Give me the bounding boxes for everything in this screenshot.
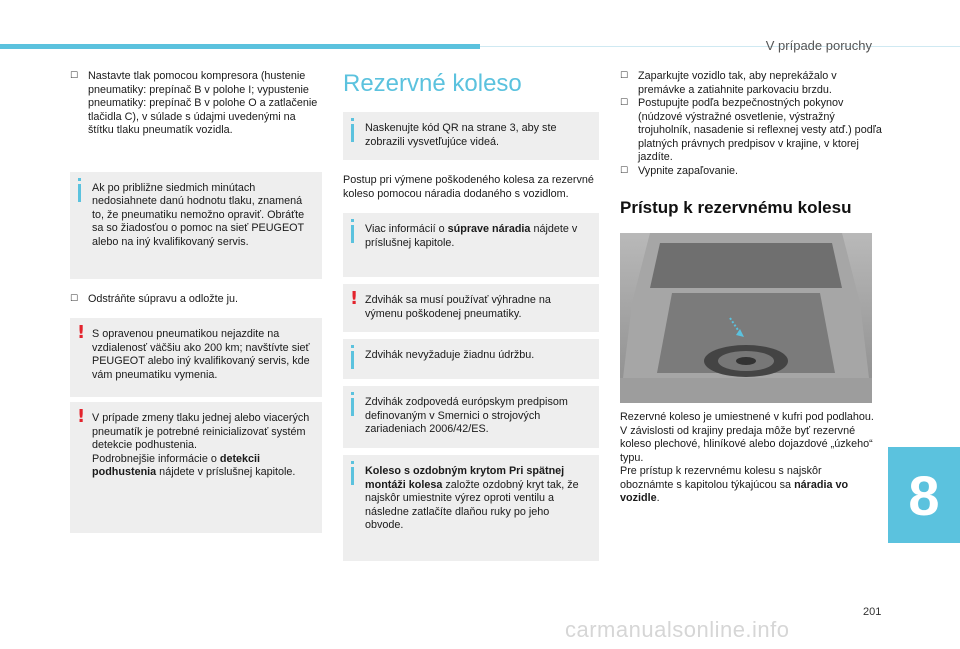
- section-title: V prípade poruchy: [765, 38, 872, 53]
- warning-text: S opravenou pneumatikou nejazdite na vzdialenosť väčšiu ako 200 km; navštívte sieť PEUGEOT alebo iný kvalifikovaný servis, kde vám pneumatiku vymenia.: [92, 328, 310, 381]
- trunk-spare-wheel-photo: [620, 233, 872, 403]
- warning-text: Zdvihák sa musí používať výhradne na výmenu poškodenej pneumatiky.: [365, 294, 551, 320]
- warning-text: V prípade zmeny tlaku jednej alebo viacerých pneumatík je potrebné reinicializovať systém detekcie podhustenia.: [92, 412, 310, 451]
- info-box-kit: [343, 213, 599, 277]
- caption-line-2: V závislosti od krajiny predaja môže byť rezervné koleso plechové, hliníkové alebo dojazdové „úzkeho“ typu.: [620, 424, 873, 464]
- trunk-illustration: [620, 233, 872, 403]
- header-accent-bar: [0, 44, 480, 49]
- section-heading: Rezervné koleso: [343, 70, 522, 97]
- info-text: Zdvihák zodpovedá európskym predpisom definovaným v Smernici o strojových zariadeniach 2006/42/ES.: [365, 396, 568, 435]
- info-box-maintenance: [343, 339, 599, 379]
- info-box-qr: [343, 112, 599, 160]
- info-icon: [351, 467, 358, 485]
- step-safety: ☐ Postupujte podľa bezpečnostných pokynov (núdzové výstražné osvetlenie, výstražný trojuholník, nasadenie si reflexnej vesty atď.) podľa platných právnych predpisov v krajine, v ktorej jazdíte.: [620, 97, 882, 165]
- info-box-pressure: [70, 172, 322, 279]
- step-park: ☐ Zaparkujte vozidlo tak, aby neprekážalo v premávke a zatiahnite parkovaciu brzdu.: [620, 70, 882, 97]
- info-icon: [351, 225, 358, 243]
- page-number: 201: [863, 606, 882, 618]
- caption-line-1: Rezervné koleso je umiestnené v kufri pod podlahou.: [620, 411, 874, 423]
- step-remove-kit: ☐ Odstráňte súpravu a odložte ju.: [70, 293, 322, 307]
- column-left: [70, 70, 322, 533]
- watermark: carmanualsonline.info: [565, 617, 790, 642]
- info-text: Viac informácií o súprave náradia nájdete v príslušnej kapitole.: [365, 223, 578, 249]
- info-icon: [351, 351, 358, 369]
- warning-icon: !: [350, 288, 359, 309]
- column-right: [620, 70, 882, 218]
- info-box-directive: [343, 386, 599, 448]
- info-icon: [78, 184, 85, 202]
- info-icon: [351, 124, 358, 142]
- info-text: Naskenujte kód QR na strane 3, aby ste zobrazili vysvetľujúce videá.: [365, 122, 557, 148]
- info-text: Zdvihák nevyžaduje žiadnu údržbu.: [365, 349, 535, 361]
- warning-icon: !: [77, 322, 86, 343]
- photo-caption: [620, 411, 878, 506]
- header-rule: [480, 46, 960, 47]
- column-middle: [343, 70, 599, 561]
- info-box-wheel-cover: [343, 455, 599, 561]
- warning-box-jack: [343, 284, 599, 332]
- subsection-heading: Prístup k rezervnému kolesu: [620, 198, 852, 217]
- info-text: Koleso s ozdobným krytom Pri spätnej montáži kolesa založte ozdobný kryt tak, že najskôr umiestnite výrez oproti ventilu a následne zatlačíte dlaňou ruky po jeho obvode.: [365, 465, 579, 531]
- warning-box-distance: [70, 318, 322, 397]
- step-ignition: ☐ Vypnite zapaľovanie.: [620, 165, 882, 179]
- warning-box-reinit: [70, 402, 322, 533]
- intro-paragraph: Postup pri výmene poškodeného kolesa za rezervné koleso pomocou náradia dodaného s vozidlom.: [343, 174, 594, 200]
- step-inflate: ☐ Nastavte tlak pomocou kompresora (hustenie pneumatiky: prepínač B v polohe I; vypustenie pneumatiky: prepínač B v polohe O a zatlačenie tlačidla C), v súlade s údajmi uvedenými na štítku tlaku pneumatík vozidla.: [70, 70, 322, 138]
- info-icon: [351, 398, 358, 416]
- info-text: Ak po približne siedmich minútach nedosiahnete danú hodnotu tlaku, znamená to, že pneumatiku nemožno opraviť. Obráťte sa so žiadosťou o pomoc na sieť PEUGEOT alebo na iný kvalifikovaný servis.: [92, 181, 305, 248]
- warning-icon: !: [77, 406, 86, 427]
- warning-text-more: Podrobnejšie informácie o detekcii podhustenia nájdete v príslušnej kapitole.: [92, 452, 296, 478]
- chapter-tab: 8: [888, 447, 960, 543]
- caption-line-3: Pre prístup k rezervnému kolesu s najskôr oboznámte s kapitolou týkajúcou sa náradia vo vozidle.: [620, 465, 849, 504]
